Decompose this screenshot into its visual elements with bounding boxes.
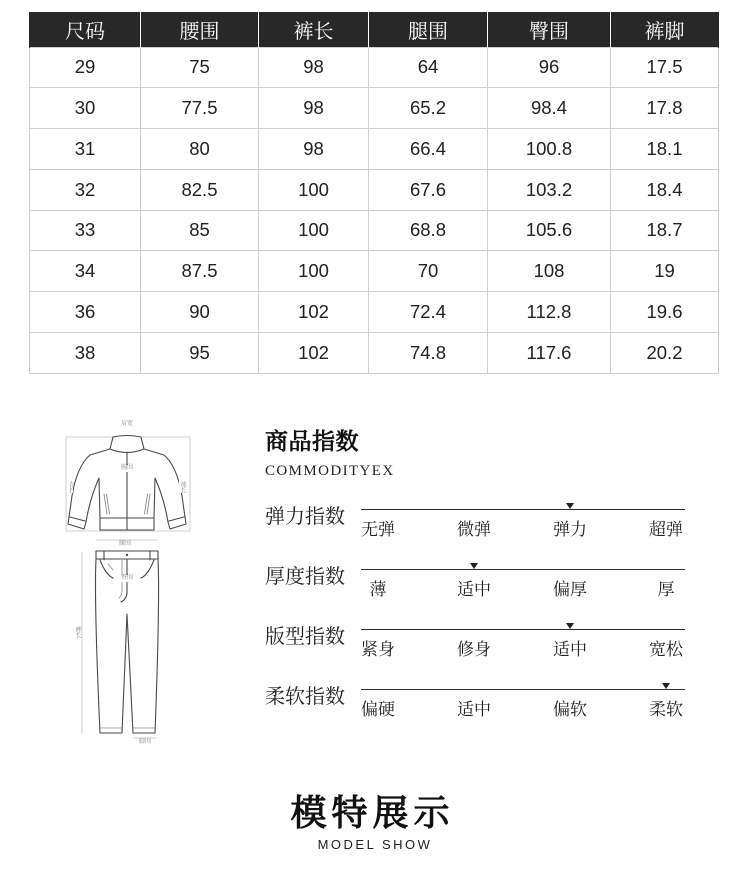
table-cell-size: 31 <box>30 129 141 170</box>
table-cell-thigh: 68.8 <box>369 210 488 251</box>
model-show-subtitle: MODEL SHOW <box>317 837 433 852</box>
index-track <box>361 569 685 570</box>
table-cell-waist: 95 <box>141 332 259 373</box>
jacket-chest-label: 胸围 <box>121 465 134 471</box>
index-level: 适中 <box>457 700 491 719</box>
index-marker <box>470 563 478 569</box>
table-cell-hip: 108 <box>488 251 611 292</box>
index-row-thickness <box>0 566 750 609</box>
index-level: 偏软 <box>553 700 587 719</box>
table-cell-hem: 19 <box>611 251 719 292</box>
table-row <box>30 88 719 129</box>
index-row-elasticity <box>0 506 750 549</box>
table-cell-length: 98 <box>259 129 369 170</box>
table-cell-size: 34 <box>30 251 141 292</box>
table-cell-size: 30 <box>30 88 141 129</box>
table-row <box>30 292 719 333</box>
table-cell-hem: 17.5 <box>611 47 719 88</box>
index-track <box>361 629 685 630</box>
table-cell-length: 102 <box>259 292 369 333</box>
table-cell-length: 102 <box>259 332 369 373</box>
table-cell-size: 33 <box>30 210 141 251</box>
table-cell-waist: 82.5 <box>141 169 259 210</box>
table-cell-waist: 80 <box>141 129 259 170</box>
table-row <box>30 169 719 210</box>
column-header-thigh: 腿围 <box>369 12 488 47</box>
table-cell-hem: 19.6 <box>611 292 719 333</box>
table-cell-length: 98 <box>259 88 369 129</box>
table-cell-thigh: 74.8 <box>369 332 488 373</box>
pants-hem-label: 脚围 <box>139 739 152 745</box>
table-cell-waist: 85 <box>141 210 259 251</box>
table-cell-thigh: 72.4 <box>369 292 488 333</box>
table-cell-size: 29 <box>30 47 141 88</box>
table-cell-length: 100 <box>259 251 369 292</box>
index-marker <box>566 503 574 509</box>
table-row <box>30 251 719 292</box>
table-cell-waist: 90 <box>141 292 259 333</box>
column-header-hem: 裤脚 <box>611 12 719 47</box>
index-level: 薄 <box>369 580 387 599</box>
index-name: 弹力指数 <box>265 506 345 528</box>
index-level: 厚 <box>657 580 675 599</box>
table-cell-size: 36 <box>30 292 141 333</box>
model-show-title: 模特展示 <box>290 792 455 833</box>
table-cell-hip: 100.8 <box>488 129 611 170</box>
table-cell-length: 100 <box>259 169 369 210</box>
index-row-softness <box>0 686 750 729</box>
table-cell-waist: 75 <box>141 47 259 88</box>
table-row <box>30 129 719 170</box>
table-cell-hip: 112.8 <box>488 292 611 333</box>
table-cell-hem: 18.1 <box>611 129 719 170</box>
table-cell-hem: 17.8 <box>611 88 719 129</box>
index-level: 紧身 <box>361 640 395 659</box>
pants-hip-label: 臀围 <box>121 575 134 581</box>
jacket-shoulder-label: 肩宽 <box>121 421 134 427</box>
table-cell-hip: 103.2 <box>488 169 611 210</box>
column-header-waist: 腰围 <box>141 12 259 47</box>
index-marker <box>566 623 574 629</box>
table-cell-hem: 18.7 <box>611 210 719 251</box>
column-header-hip: 臀围 <box>488 12 611 47</box>
table-cell-waist: 87.5 <box>141 251 259 292</box>
table-cell-hem: 20.2 <box>611 332 719 373</box>
pants-length-label: 裤长 <box>74 626 80 638</box>
index-level: 适中 <box>457 580 491 599</box>
index-marker <box>662 683 670 689</box>
index-level: 超弹 <box>649 520 683 539</box>
index-level: 无弹 <box>361 520 395 539</box>
table-cell-thigh: 67.6 <box>369 169 488 210</box>
table-cell-length: 98 <box>259 47 369 88</box>
index-level: 修身 <box>457 640 491 659</box>
table-cell-hem: 18.4 <box>611 169 719 210</box>
header-row <box>30 12 719 47</box>
index-name: 柔软指数 <box>265 686 345 708</box>
table-cell-waist: 77.5 <box>141 88 259 129</box>
column-header-size: 尺码 <box>30 12 141 47</box>
index-track <box>361 689 685 690</box>
table-cell-thigh: 66.4 <box>369 129 488 170</box>
pants-waist-label: 腰围 <box>119 541 132 547</box>
table-cell-thigh: 70 <box>369 251 488 292</box>
jacket-length-label: 衣长 <box>67 481 73 493</box>
index-row-fit <box>0 626 750 669</box>
index-name: 版型指数 <box>265 626 345 648</box>
size-table-body <box>30 47 719 373</box>
table-row <box>30 210 719 251</box>
table-cell-hip: 105.6 <box>488 210 611 251</box>
index-level: 偏厚 <box>553 580 587 599</box>
jacket-sleeve-label: 袖长 <box>179 481 185 493</box>
table-row <box>30 332 719 373</box>
index-track <box>361 509 685 510</box>
index-level: 弹力 <box>553 520 587 539</box>
size-table <box>29 12 719 374</box>
index-level: 柔软 <box>649 700 683 719</box>
table-cell-hip: 96 <box>488 47 611 88</box>
index-name: 厚度指数 <box>265 566 345 588</box>
product-index-title: 商品指数 <box>265 428 359 454</box>
table-cell-hip: 117.6 <box>488 332 611 373</box>
table-cell-size: 38 <box>30 332 141 373</box>
index-level: 适中 <box>553 640 587 659</box>
table-cell-length: 100 <box>259 210 369 251</box>
size-table-header <box>30 12 719 47</box>
product-index-subtitle: COMMODITYEX <box>265 463 395 479</box>
column-header-length: 裤长 <box>259 12 369 47</box>
index-level: 偏硬 <box>361 700 395 719</box>
table-row <box>30 47 719 88</box>
index-level: 微弹 <box>457 520 491 539</box>
table-cell-thigh: 64 <box>369 47 488 88</box>
index-level: 宽松 <box>649 640 683 659</box>
table-cell-thigh: 65.2 <box>369 88 488 129</box>
table-cell-hip: 98.4 <box>488 88 611 129</box>
table-cell-size: 32 <box>30 169 141 210</box>
